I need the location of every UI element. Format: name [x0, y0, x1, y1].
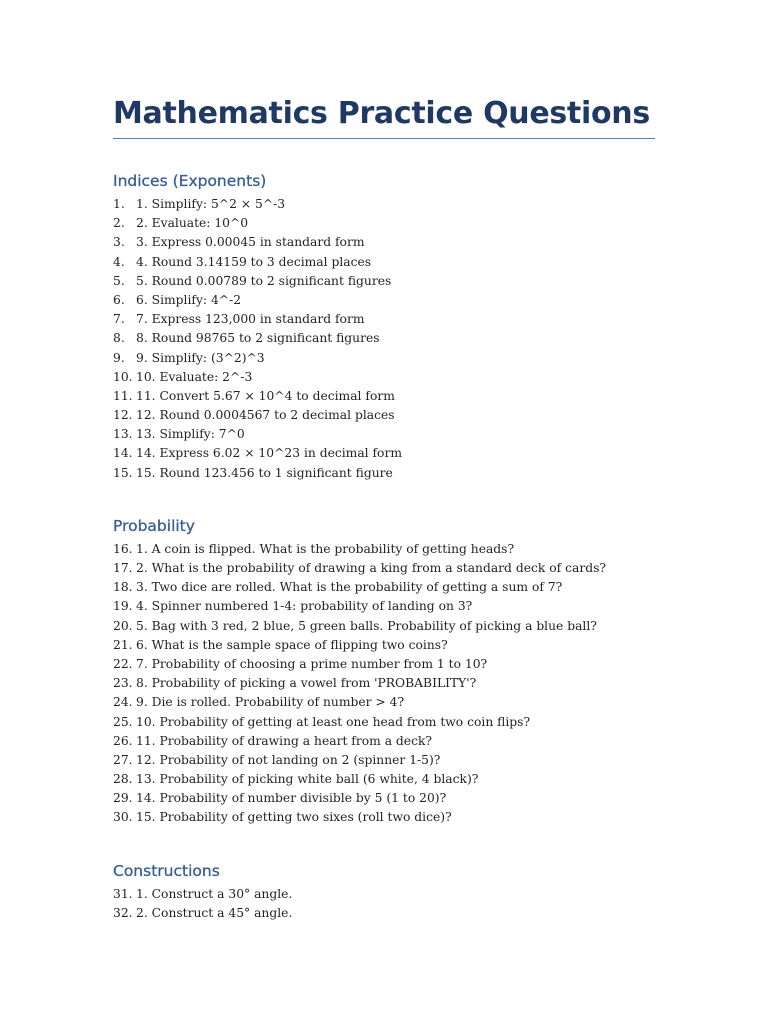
list-item	[113, 578, 655, 597]
list-item-number: 16.	[113, 541, 133, 556]
list-item-number: 29.	[113, 791, 133, 806]
list-item-text: 7. Express 123,000 in standard form	[136, 312, 365, 327]
list-item	[113, 789, 655, 808]
list-item-number: 5.	[113, 273, 125, 288]
list-item-text: 15. Probability of getting two sixes (roll two dice)?	[136, 810, 452, 825]
list-item-text: 8. Round 98765 to 2 significant figures	[136, 331, 380, 346]
list-item-number: 18.	[113, 580, 133, 595]
list-item-number: 22.	[113, 656, 133, 671]
list-item	[113, 674, 655, 693]
list-item-number: 1.	[113, 197, 125, 211]
list-item-number: 21.	[113, 637, 133, 652]
list-item-text: 9. Simplify: (3^2)^3	[136, 350, 265, 365]
list-item-number: 30.	[113, 810, 133, 825]
list-item-number: 12.	[113, 408, 133, 423]
list-item-text: 11. Convert 5.67 × 10^4 to decimal form	[136, 388, 395, 403]
list-item	[113, 387, 655, 406]
list-item-text: 10. Probability of getting at least one head from two coin flips?	[136, 714, 531, 729]
list-item-text: 4. Spinner numbered 1-4: probability of landing on 3?	[136, 599, 473, 614]
list-item-number: 3.	[113, 235, 125, 250]
list-item-text: 1. Construct a 30° angle.	[136, 886, 293, 901]
list-item-text: 3. Express 0.00045 in standard form	[136, 235, 365, 250]
list-item-number: 9.	[113, 350, 125, 365]
list-item	[113, 693, 655, 712]
list-item-number: 20.	[113, 618, 133, 633]
list-item-text: 3. Two dice are rolled. What is the probability of getting a sum of 7?	[136, 580, 563, 595]
list-item-text: 14. Probability of number divisible by 5 (1 to 20)?	[136, 791, 447, 806]
list-item	[113, 291, 655, 310]
list-item-number: 8.	[113, 331, 125, 346]
list-item-text: 5. Round 0.00789 to 2 significant figures	[136, 273, 392, 288]
list-item-text: 5. Bag with 3 red, 2 blue, 5 green balls. Probability of picking a blue ball?	[136, 618, 597, 633]
list-item	[113, 349, 655, 368]
list-item-text: 12. Probability of not landing on 2 (spinner 1-5)?	[136, 752, 441, 767]
list-item-text: 2. What is the probability of drawing a king from a standard deck of cards?	[136, 561, 606, 575]
list-item-text: 10. Evaluate: 2^-3	[136, 369, 253, 384]
list-item-number: 7.	[113, 312, 125, 327]
list-item-text: 2. Construct a 45° angle.	[136, 905, 293, 920]
list-item	[113, 540, 655, 559]
list-item-text: 9. Die is rolled. Probability of number > 4?	[136, 695, 405, 710]
list-item-number: 27.	[113, 752, 133, 767]
list-item-number: 32.	[113, 905, 133, 920]
list-item-number: 23.	[113, 676, 133, 691]
list-item	[113, 253, 655, 272]
section-heading-probability: Probability	[113, 516, 195, 535]
list-item-text: 6. Simplify: 4^-2	[136, 292, 242, 307]
list-item-number: 26.	[113, 733, 133, 748]
list-item-number: 2.	[113, 216, 125, 231]
list-item-number: 31.	[113, 886, 133, 901]
list-item-number: 24.	[113, 695, 133, 710]
question-list-indices	[113, 195, 655, 483]
list-item	[113, 329, 655, 348]
list-item	[113, 195, 655, 214]
list-item	[113, 272, 655, 291]
list-item-text: 13. Probability of picking white ball (6 white, 4 black)?	[136, 772, 479, 787]
list-item-text: 6. What is the sample space of flipping two coins?	[136, 637, 448, 652]
list-item	[113, 233, 655, 252]
list-item	[113, 214, 655, 233]
list-item	[113, 406, 655, 425]
list-item-text: 13. Simplify: 7^0	[136, 427, 245, 442]
list-item-number: 15.	[113, 465, 133, 480]
question-list-probability	[113, 540, 655, 828]
list-item	[113, 310, 655, 329]
section-heading-constructions: Constructions	[113, 861, 220, 880]
question-list-constructions	[113, 885, 655, 923]
list-item-number: 6.	[113, 292, 125, 307]
list-item	[113, 770, 655, 789]
page-title: Mathematics Practice Questions	[113, 96, 655, 139]
list-item	[113, 751, 655, 770]
list-item	[113, 464, 655, 483]
list-item	[113, 655, 655, 674]
list-item-text: 2. Evaluate: 10^0	[136, 216, 249, 231]
list-item-number: 19.	[113, 599, 133, 614]
section-heading-indices: Indices (Exponents)	[113, 172, 267, 190]
list-item-number: 17.	[113, 561, 133, 575]
list-item	[113, 425, 655, 444]
list-item-number: 11.	[113, 388, 133, 403]
document-page	[113, 96, 655, 923]
list-item	[113, 444, 655, 463]
list-item-number: 28.	[113, 772, 133, 787]
list-item-text: 11. Probability of drawing a heart from a deck?	[136, 733, 433, 748]
list-item	[113, 636, 655, 655]
list-item-text: 7. Probability of choosing a prime number from 1 to 10?	[136, 656, 488, 671]
list-item-number: 14.	[113, 446, 133, 461]
list-item	[113, 597, 655, 616]
list-item-text: 1. A coin is flipped. What is the probability of getting heads?	[136, 541, 515, 556]
list-item	[113, 713, 655, 732]
list-item	[113, 617, 655, 636]
list-item-number: 25.	[113, 714, 133, 729]
list-item-text: 1. Simplify: 5^2 × 5^-3	[136, 197, 286, 211]
list-item	[113, 559, 655, 578]
list-item-text: 15. Round 123.456 to 1 significant figure	[136, 465, 393, 480]
list-item-text: 8. Probability of picking a vowel from 'PROBABILITY'?	[136, 676, 477, 691]
list-item	[113, 808, 655, 827]
list-item	[113, 368, 655, 387]
list-item-number: 4.	[113, 254, 125, 269]
list-item-number: 10.	[113, 369, 133, 384]
list-item	[113, 904, 655, 923]
list-item-text: 14. Express 6.02 × 10^23 in decimal form	[136, 446, 402, 461]
list-item-text: 12. Round 0.0004567 to 2 decimal places	[136, 408, 395, 423]
list-item-number: 13.	[113, 427, 133, 442]
list-item	[113, 885, 655, 904]
list-item	[113, 732, 655, 751]
list-item-text: 4. Round 3.14159 to 3 decimal places	[136, 254, 372, 269]
